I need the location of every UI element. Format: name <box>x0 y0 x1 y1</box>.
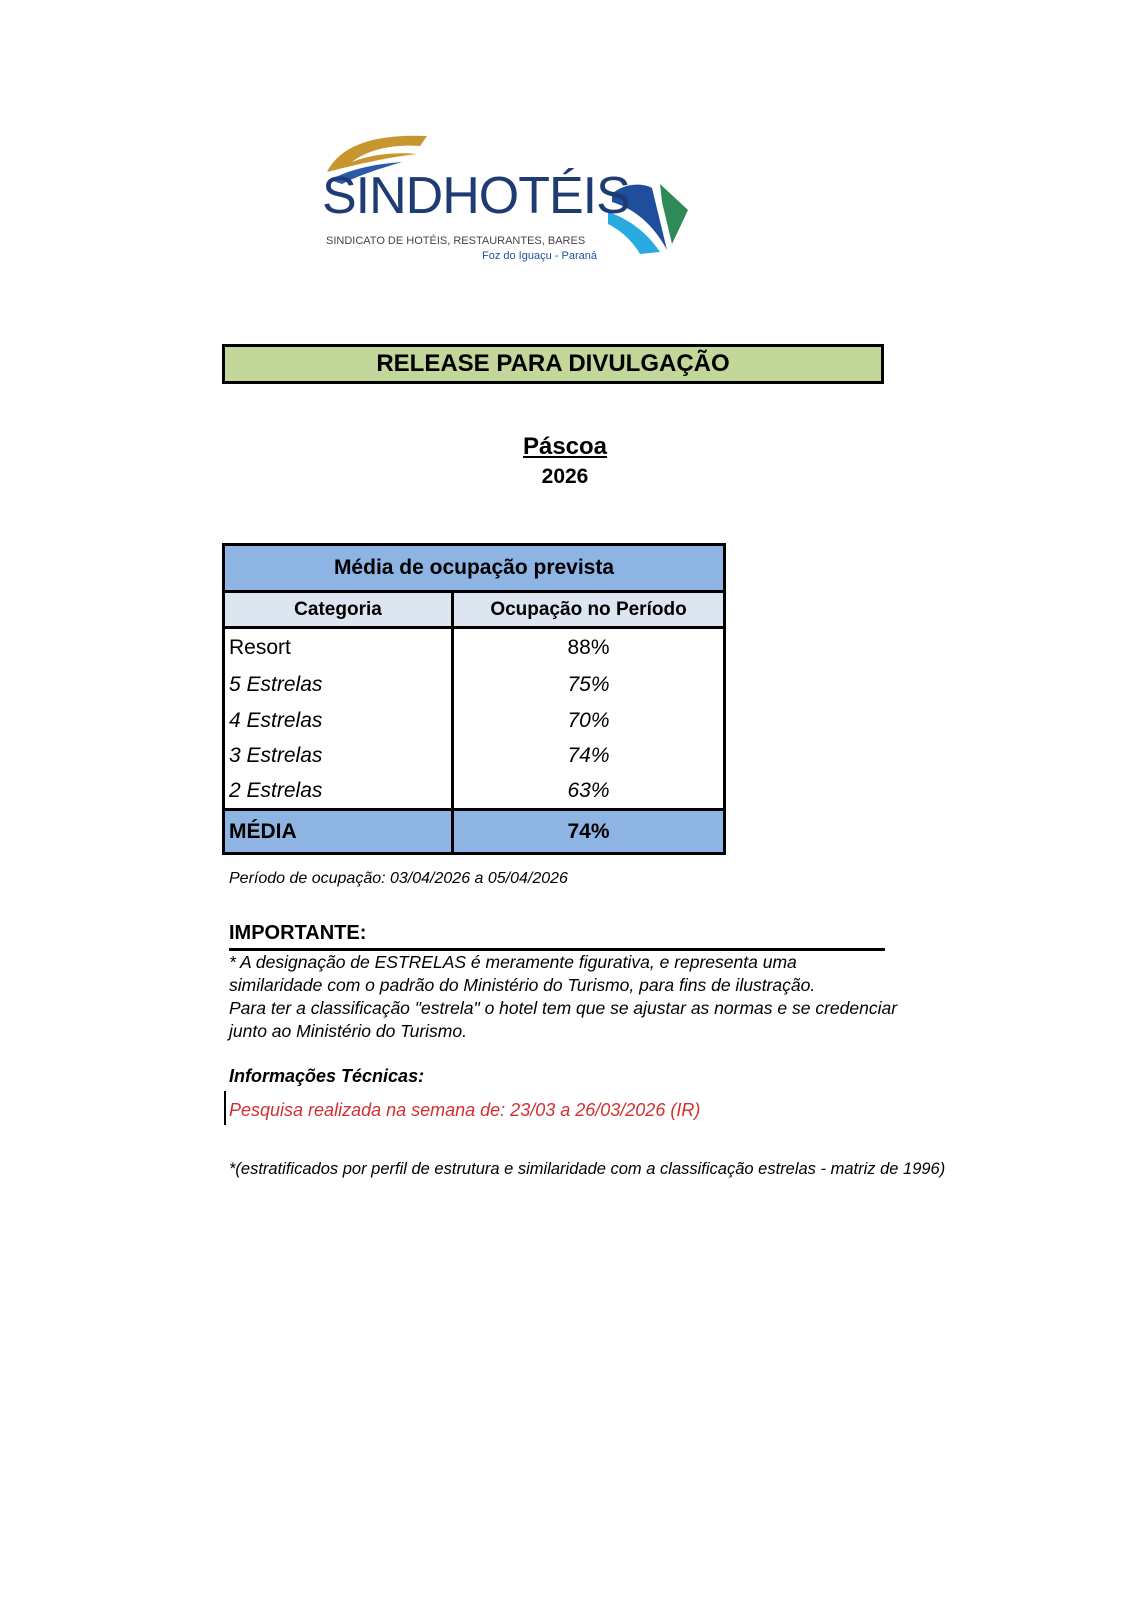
event-year: 2026 <box>541 465 589 488</box>
table-row <box>225 738 723 773</box>
table-title: Média de ocupação prevista <box>225 546 723 593</box>
row-category: Resort <box>225 629 454 667</box>
table-row <box>225 773 723 808</box>
technical-info-title: Informações Técnicas: <box>229 1066 425 1086</box>
occupancy-table <box>222 543 726 855</box>
row-occupancy: 75% <box>567 673 610 696</box>
release-banner: RELEASE PARA DIVULGAÇÃO <box>222 344 884 384</box>
logo-emblem-green <box>660 184 688 244</box>
event-title-text: Páscoa <box>522 433 608 460</box>
occupancy-period: Período de ocupação: 03/04/2026 a 05/04/2026 <box>229 870 568 887</box>
column-header-occupancy: Ocupação no Período <box>490 598 687 620</box>
row-occupancy: 74% <box>567 743 610 767</box>
sindhoteis-logo <box>322 132 702 267</box>
important-line: Para ter a classificação "estrela" o hotel tem que se ajustar as normas e se credenciar <box>229 998 898 1018</box>
important-notes <box>229 951 989 1043</box>
row-occupancy: 88% <box>567 636 610 659</box>
average-value: 74% <box>567 819 610 843</box>
row-category: 4 Estrelas <box>225 703 454 738</box>
row-category: 2 Estrelas <box>225 773 454 808</box>
survey-period: Pesquisa realizada na semana de: 23/03 a 26/03/2026 (IR) <box>229 1100 701 1120</box>
average-label: MÉDIA <box>225 811 454 852</box>
important-line: junto ao Ministério do Turismo. <box>229 1021 467 1041</box>
table-row <box>225 629 723 667</box>
text-cursor <box>224 1091 226 1125</box>
row-category: 3 Estrelas <box>225 738 454 773</box>
important-line: similaridade com o padrão do Ministério do Turismo, para fins de ilustração. <box>229 975 816 995</box>
event-title <box>0 433 1130 461</box>
important-title: IMPORTANTE: <box>229 922 367 944</box>
table-row <box>225 667 723 703</box>
row-category: 5 Estrelas <box>225 667 454 703</box>
table-header-row <box>225 593 723 629</box>
row-occupancy: 63% <box>567 778 610 802</box>
footnote: *(estratificados por perfil de estrutura e similaridade com a classificação estrelas - matriz de 1996) <box>229 1160 946 1178</box>
column-header-category: Categoria <box>225 593 454 626</box>
table-row <box>225 703 723 738</box>
important-line: * A designação de ESTRELAS é meramente figurativa, e representa uma <box>229 952 797 972</box>
table-average-row <box>225 808 723 852</box>
logo-subtitle: SINDICATO DE HOTÉIS, RESTAURANTES, BARES <box>326 235 586 247</box>
logo-wordmark: SINDHOTÉIS <box>322 167 630 225</box>
row-occupancy: 70% <box>567 708 610 732</box>
logo-location: Foz do Iguaçu - Paraná <box>482 250 597 262</box>
